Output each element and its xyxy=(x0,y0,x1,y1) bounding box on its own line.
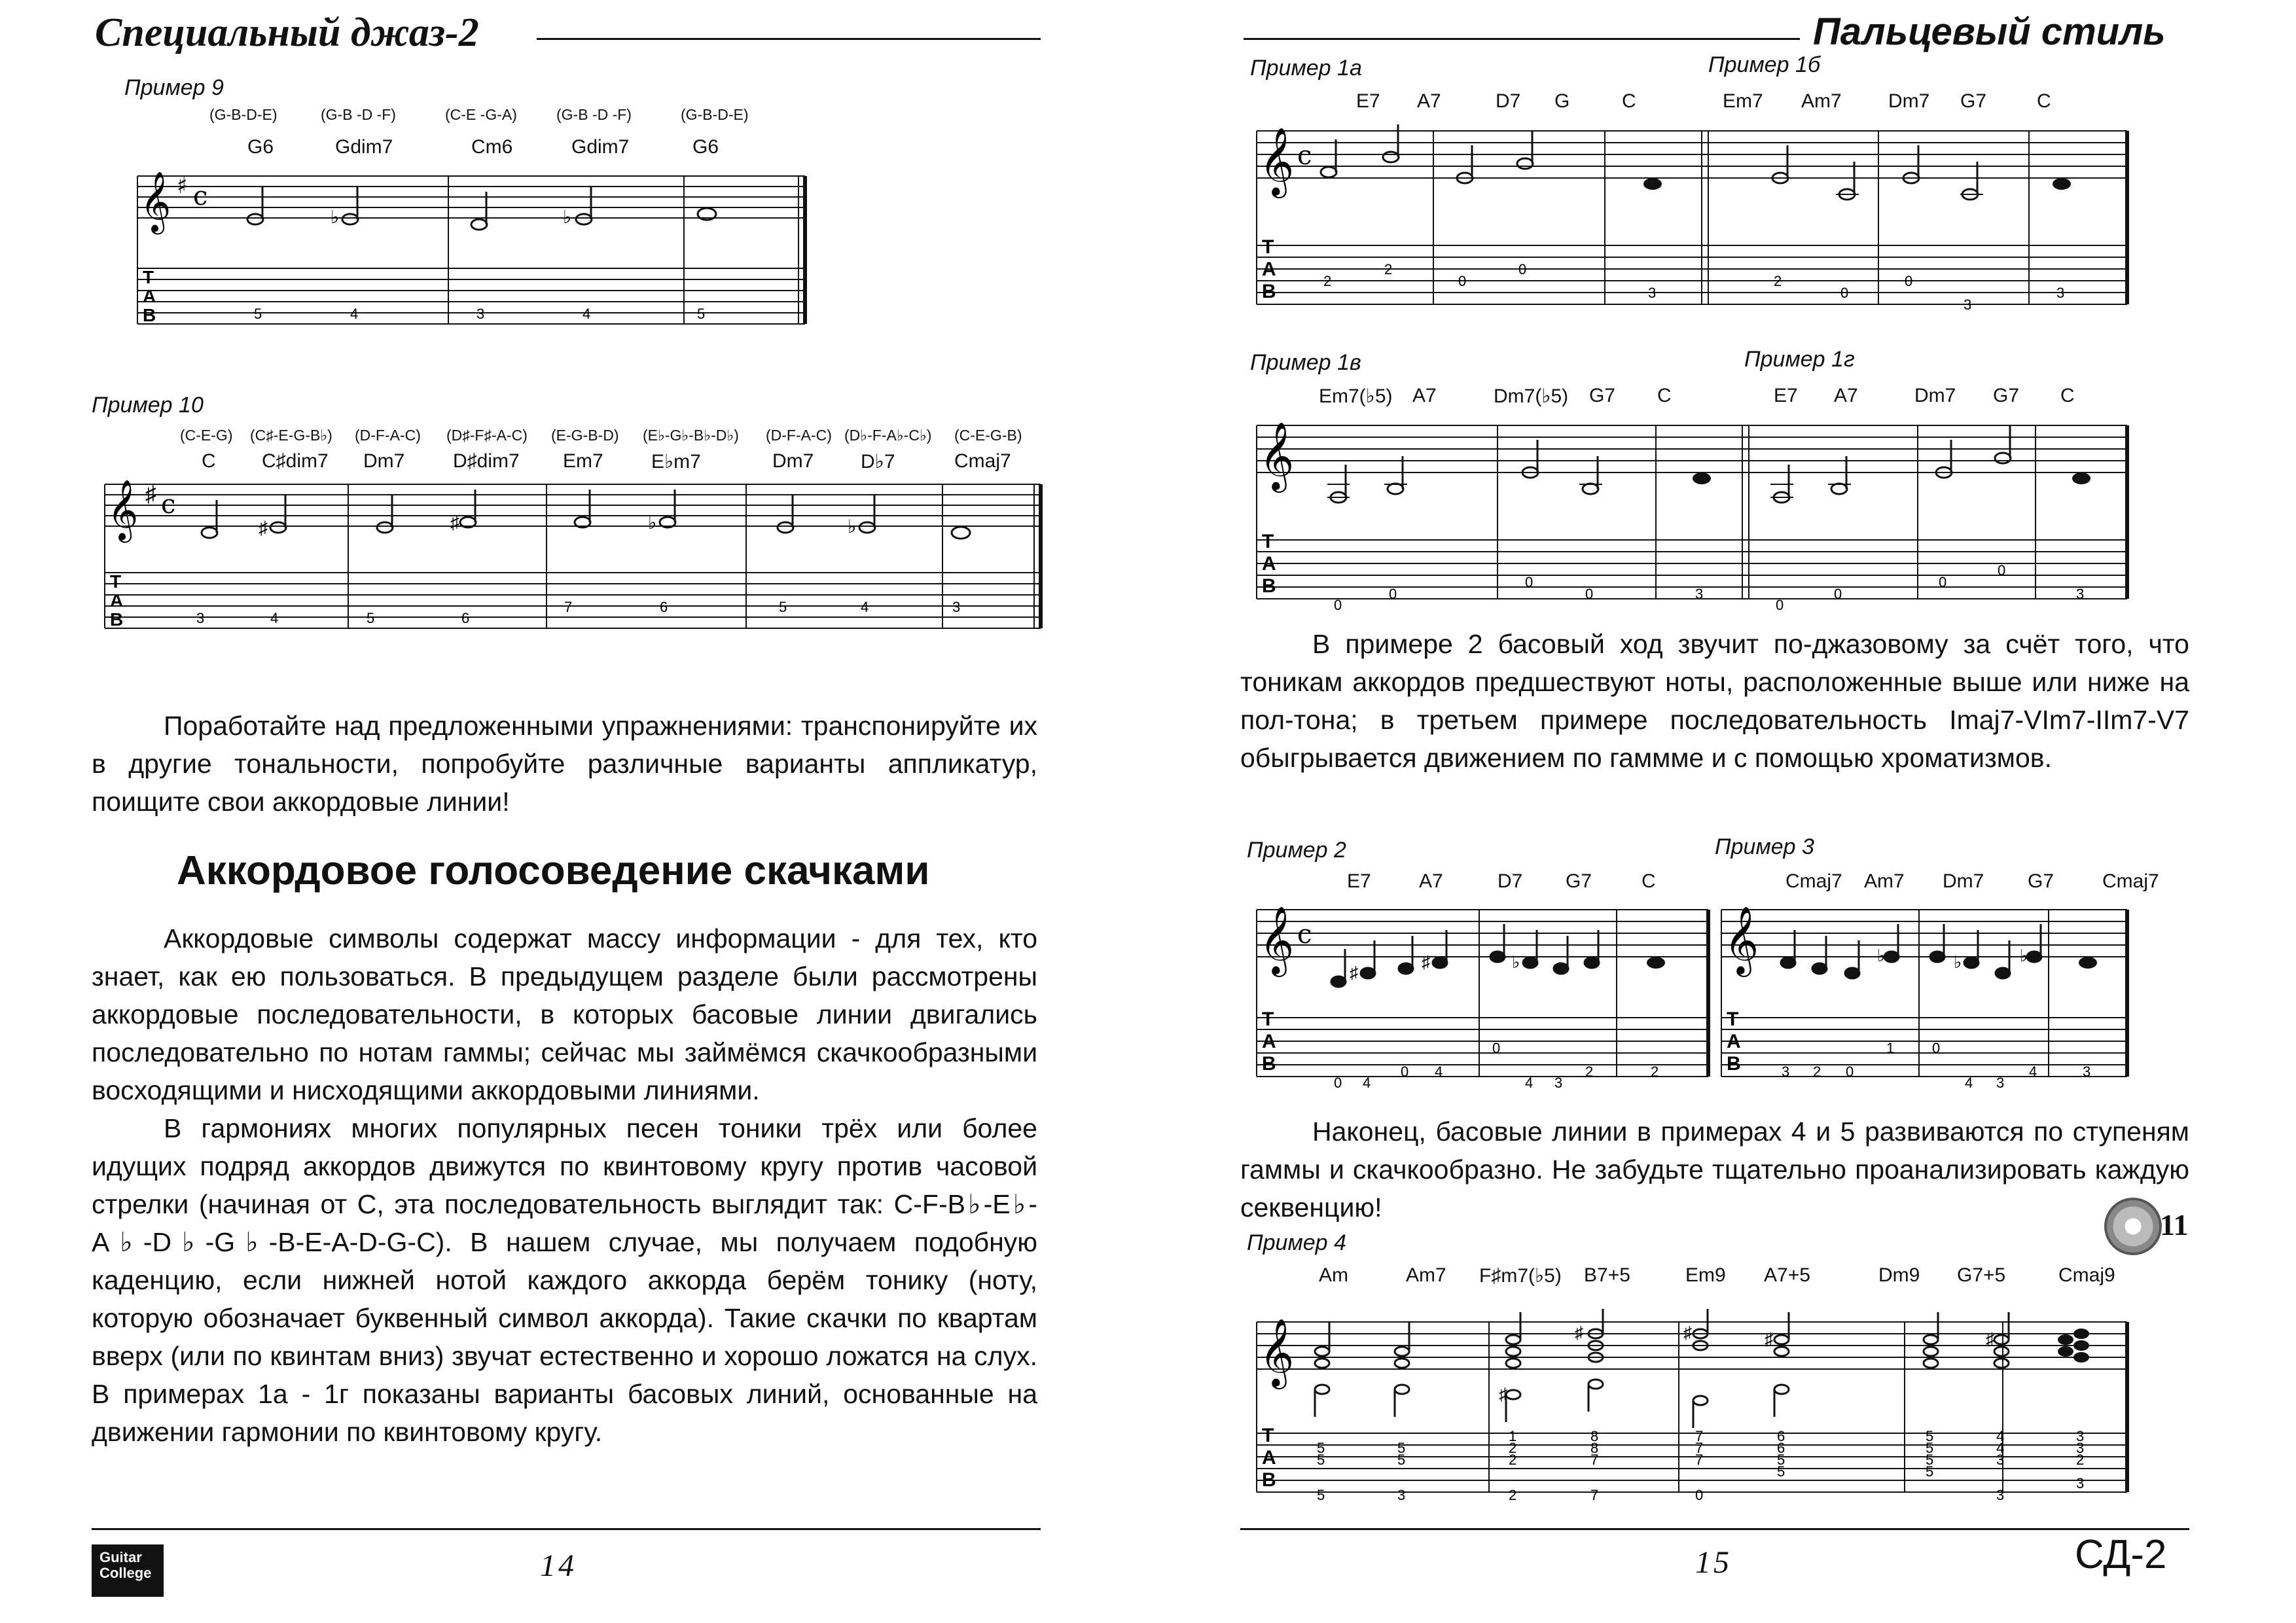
ex1g-chord: G7 xyxy=(1993,385,2020,406)
ex2-chord: C xyxy=(1641,870,1656,892)
svg-text:0: 0 xyxy=(1932,1040,1941,1056)
ex9-tab: 4 xyxy=(583,306,591,322)
ex10-spelling: (D♭-F-A♭-C♭) xyxy=(844,427,932,444)
svg-text:0: 0 xyxy=(1846,1063,1854,1080)
svg-text:3: 3 xyxy=(1996,1452,2005,1468)
ex9-chord: Gdim7 xyxy=(571,136,630,158)
ex1b-tab: 3 xyxy=(1964,296,1972,313)
ex4-chord: A7+5 xyxy=(1764,1264,1810,1286)
ex1g-chord: A7 xyxy=(1834,385,1858,406)
ex3-chord: Cmaj7 xyxy=(1785,870,1842,892)
svg-text:T: T xyxy=(1262,1008,1274,1030)
svg-text:0: 0 xyxy=(1492,1040,1501,1056)
svg-text:♯: ♯ xyxy=(1350,963,1358,982)
ex9-spelling: (G-B-D-E) xyxy=(209,106,278,123)
svg-text:3: 3 xyxy=(2083,1063,2091,1080)
ex1b-chord: Dm7 xyxy=(1888,90,1930,112)
ex1a-tab: 3 xyxy=(1648,285,1657,301)
ex4-chord: Cmaj9 xyxy=(2058,1264,2115,1286)
ex10-spelling: (D-F-A-C) xyxy=(766,427,832,444)
ex9-tab: 3 xyxy=(476,306,485,322)
svg-text:5: 5 xyxy=(1317,1487,1325,1503)
svg-text:♭: ♭ xyxy=(331,207,340,227)
ex1a-tab: 2 xyxy=(1323,273,1332,289)
svg-text:B: B xyxy=(110,609,124,630)
ex9-spelling: (G-B-D-E) xyxy=(681,106,749,123)
svg-text:B: B xyxy=(143,305,156,325)
header-rule-right xyxy=(1244,38,1800,40)
svg-text:♯: ♯ xyxy=(450,512,459,533)
example-9-notation xyxy=(131,167,812,337)
svg-text:T: T xyxy=(1262,1425,1274,1446)
left-page-title: Специальный джаз-2 xyxy=(95,10,479,55)
ex4-chord: Am7 xyxy=(1406,1264,1446,1286)
svg-text:A: A xyxy=(1262,259,1276,280)
example-1-vg-notation xyxy=(1250,416,2134,612)
ex1b-tab: 3 xyxy=(2056,285,2065,301)
ex9-chord: Cm6 xyxy=(471,136,513,158)
ex10-chord: Cmaj7 xyxy=(954,450,1011,472)
svg-text:7: 7 xyxy=(1590,1452,1599,1468)
ex9-spelling: (G-B -D -F) xyxy=(556,106,632,123)
svg-text:A: A xyxy=(1262,553,1276,575)
left-body-text xyxy=(92,919,1037,1451)
svg-text:3: 3 xyxy=(2076,1428,2085,1444)
ex9-spelling: (G-B -D -F) xyxy=(321,106,396,123)
svg-text:3: 3 xyxy=(1996,1487,2005,1503)
svg-text:2: 2 xyxy=(1651,1063,1659,1080)
example-10-title: Пример 10 xyxy=(92,393,204,418)
svg-text:A: A xyxy=(143,286,156,306)
svg-text:♯: ♯ xyxy=(1986,1329,1994,1349)
ex10-chord: Dm7 xyxy=(363,450,405,472)
ex10-spelling: (E-G-B-D) xyxy=(551,427,619,444)
svg-text:3: 3 xyxy=(2076,1475,2085,1491)
example-1-ab-notation xyxy=(1250,121,2134,317)
ex10-tab: 7 xyxy=(564,599,573,615)
svg-text:4: 4 xyxy=(1996,1428,2005,1444)
svg-text:4: 4 xyxy=(1363,1075,1371,1091)
guitar-college-logo: Guitar College xyxy=(92,1544,164,1597)
svg-text:♯: ♯ xyxy=(1683,1323,1692,1342)
svg-text:♯: ♯ xyxy=(145,482,156,507)
ex1b-chord: Em7 xyxy=(1723,90,1763,112)
ex9-spelling: (C-E -G-A) xyxy=(445,106,517,123)
ex10-chord: C xyxy=(202,450,216,472)
svg-text:A: A xyxy=(1262,1031,1276,1052)
ex4-chord: Dm9 xyxy=(1878,1264,1920,1286)
ex10-spelling: (C-E-G-B) xyxy=(954,427,1022,444)
example-3-notation xyxy=(1715,900,2134,1096)
ex1v-tab: 0 xyxy=(1389,586,1397,602)
ex10-chord: Em7 xyxy=(563,450,603,472)
example-1g-title: Пример 1г xyxy=(1744,347,1855,372)
ex4-chord: Am xyxy=(1319,1264,1348,1286)
svg-text:B: B xyxy=(1262,1053,1276,1075)
svg-text:6: 6 xyxy=(1777,1428,1785,1444)
ex10-chord: E♭m7 xyxy=(651,451,701,473)
ex4-chord: B7+5 xyxy=(1584,1264,1630,1286)
svg-text:5: 5 xyxy=(1397,1440,1406,1456)
ex1g-tab: 0 xyxy=(1776,597,1784,612)
svg-text:1: 1 xyxy=(1509,1428,1517,1444)
ex2-chord: D7 xyxy=(1498,870,1523,892)
svg-text:4: 4 xyxy=(1525,1075,1534,1091)
svg-text:♯: ♯ xyxy=(1575,1323,1583,1342)
svg-text:3: 3 xyxy=(1554,1075,1563,1091)
ex2-chord: E7 xyxy=(1347,870,1371,892)
svg-text:B: B xyxy=(1262,1469,1276,1491)
svg-text:0: 0 xyxy=(1334,1075,1342,1091)
right-paragraph-1: В примере 2 басовый ход звучит по-джазовому за счёт того, что тоникам аккордов предшествуют ноты, расположенные выше или ниже на пол-тона; в третьем примере последовательность Imaj7-VIm7-IIm7-V7 обыгрывается движением по гаммме и с помощью хроматизмов. xyxy=(1240,629,2189,773)
ex4-chord: F♯m7(♭5) xyxy=(1479,1265,1562,1287)
section-heading: Аккордовое голосоведение скачками xyxy=(177,848,930,893)
svg-text:♭: ♭ xyxy=(2020,946,2028,965)
svg-text:𝄞: 𝄞 xyxy=(1259,127,1295,196)
svg-text:3: 3 xyxy=(1397,1487,1406,1503)
svg-text:3: 3 xyxy=(2076,1440,2085,1456)
ex10-spelling: (D-F-A-C) xyxy=(355,427,421,444)
ex10-chord: D♯dim7 xyxy=(453,450,520,472)
ex1v-tab: 0 xyxy=(1525,574,1534,590)
cd-track-number: 11 xyxy=(2160,1208,2189,1241)
svg-text:♭: ♭ xyxy=(648,512,657,533)
ex1a-chord: A7 xyxy=(1417,90,1441,112)
ex1v-tab: 0 xyxy=(1585,586,1594,602)
header-rule-left xyxy=(537,38,1041,40)
svg-text:5: 5 xyxy=(1777,1452,1785,1468)
svg-text:B: B xyxy=(1262,281,1276,302)
svg-text:5: 5 xyxy=(1397,1452,1406,1468)
svg-text:5: 5 xyxy=(1926,1463,1934,1480)
svg-text:4: 4 xyxy=(1435,1063,1443,1080)
book-code: СД-2 xyxy=(2075,1532,2167,1577)
svg-text:4: 4 xyxy=(2029,1063,2037,1080)
svg-text:♭: ♭ xyxy=(848,516,857,537)
left-paragraph-1: Аккордовые символы содержат массу информации - для тех, кто знает, как ею пользоваться. В предыдущем разделе были рассмотрены аккордовые последовательности, в которых басовые линии двигались последовательно по нотам гаммы; сейчас мы займёмся скачкообразными восходящими и нисходящими аккордовыми линиями. xyxy=(92,923,1037,1105)
svg-text:2: 2 xyxy=(1509,1487,1517,1503)
svg-text:T: T xyxy=(1262,531,1274,552)
svg-text:♯: ♯ xyxy=(1765,1329,1773,1349)
ex3-chord: Cmaj7 xyxy=(2102,870,2159,892)
ex1b-tab: 2 xyxy=(1774,273,1782,289)
cd-icon xyxy=(2104,1198,2162,1255)
ex1a-tab: 2 xyxy=(1384,261,1393,277)
example-2-notation xyxy=(1250,900,1715,1096)
footer-rule-right xyxy=(1240,1528,2189,1530)
ex10-chord: D♭7 xyxy=(861,451,895,473)
svg-text:𝄞: 𝄞 xyxy=(1724,906,1759,974)
footer-rule-left xyxy=(92,1528,1041,1530)
ex1g-tab: 3 xyxy=(2076,586,2085,602)
svg-text:T: T xyxy=(1262,236,1274,258)
svg-text:7: 7 xyxy=(1695,1440,1704,1456)
example-1a-title: Пример 1а xyxy=(1250,56,1362,80)
svg-text:6: 6 xyxy=(1777,1440,1785,1456)
ex10-chord: C♯dim7 xyxy=(262,450,329,472)
svg-text:5: 5 xyxy=(1317,1452,1325,1468)
svg-text:7: 7 xyxy=(1590,1487,1599,1503)
svg-text:0: 0 xyxy=(1401,1063,1409,1080)
svg-text:3: 3 xyxy=(1996,1075,2005,1091)
svg-text:3: 3 xyxy=(1782,1063,1790,1080)
svg-text:𝄞: 𝄞 xyxy=(107,479,139,540)
svg-text:♯: ♯ xyxy=(177,173,188,199)
ex9-tab: 5 xyxy=(697,306,706,322)
ex1g-chord: E7 xyxy=(1774,385,1798,406)
ex1v-tab: 3 xyxy=(1695,586,1704,602)
ex1v-chord: Em7(♭5) xyxy=(1319,385,1393,407)
left-intro-paragraph: Поработайте над предложенными упражнениями: транспонируйте их в другие тональности, попробуйте различные варианты аппликатур, поищите свои аккордовые линии! xyxy=(92,711,1037,817)
svg-text:𝄞: 𝄞 xyxy=(1259,1318,1295,1387)
svg-text:c: c xyxy=(161,490,176,520)
ex1a-tab: 0 xyxy=(1458,273,1467,289)
svg-text:2: 2 xyxy=(1509,1452,1517,1468)
svg-text:T: T xyxy=(143,267,154,287)
svg-text:4: 4 xyxy=(1965,1075,1973,1091)
svg-text:4: 4 xyxy=(1996,1440,2005,1456)
svg-text:A: A xyxy=(1727,1031,1741,1052)
example-1v-title: Пример 1в xyxy=(1250,350,1361,375)
svg-text:♯: ♯ xyxy=(1422,952,1430,972)
ex10-tab: 3 xyxy=(952,599,961,615)
ex1g-tab: 0 xyxy=(1834,586,1842,602)
ex3-chord: G7 xyxy=(2028,870,2054,892)
svg-text:T: T xyxy=(110,571,122,592)
svg-text:c: c xyxy=(1297,141,1312,171)
svg-text:5: 5 xyxy=(1926,1440,1934,1456)
ex9-tab: 4 xyxy=(350,306,359,322)
ex1a-chord: D7 xyxy=(1496,90,1521,112)
ex1a-chord: C xyxy=(1622,90,1636,112)
svg-text:1: 1 xyxy=(1886,1040,1895,1056)
ex9-chord: Gdim7 xyxy=(335,136,393,158)
ex1v-chord: Dm7(♭5) xyxy=(1494,385,1569,407)
ex1a-tab: 0 xyxy=(1518,261,1527,277)
ex1b-chord: G7 xyxy=(1960,90,1987,112)
ex2-chord: A7 xyxy=(1419,870,1443,892)
svg-text:𝄞: 𝄞 xyxy=(1259,421,1295,490)
svg-text:♭: ♭ xyxy=(1954,952,1962,972)
ex1g-chord: Dm7 xyxy=(1914,385,1956,406)
ex1g-chord: C xyxy=(2060,385,2075,406)
ex1v-tab: 0 xyxy=(1334,597,1342,612)
svg-text:B: B xyxy=(1727,1053,1741,1075)
left-page-number: 14 xyxy=(540,1548,577,1583)
svg-text:0: 0 xyxy=(1695,1487,1704,1503)
svg-text:B: B xyxy=(1262,575,1276,597)
svg-text:2: 2 xyxy=(1813,1063,1821,1080)
svg-text:♭: ♭ xyxy=(1512,952,1520,972)
svg-text:♭: ♭ xyxy=(563,207,572,227)
svg-text:5: 5 xyxy=(1926,1452,1934,1468)
svg-text:A: A xyxy=(110,590,124,611)
example-10-notation xyxy=(98,478,1047,641)
ex1g-tab: 0 xyxy=(1939,574,1947,590)
svg-text:c: c xyxy=(1297,919,1312,950)
right-page-title: Пальцевый стиль xyxy=(1813,10,2166,53)
svg-text:2: 2 xyxy=(1585,1063,1594,1080)
svg-text:𝄞: 𝄞 xyxy=(1259,906,1295,974)
right-paragraph-2: Наконец, басовые линии в примерах 4 и 5 развиваются по ступеням гаммы и скачкообразно. Не забудьте тщательно проанализировать каждую секвенцию! xyxy=(1240,1116,2189,1222)
example-1b-title: Пример 1б xyxy=(1708,52,1821,77)
ex10-tab: 6 xyxy=(461,610,470,626)
ex1v-chord: G7 xyxy=(1589,385,1616,406)
ex9-tab: 5 xyxy=(254,306,262,322)
svg-text:♭: ♭ xyxy=(1877,946,1886,965)
ex9-chord: G6 xyxy=(692,136,719,158)
svg-text:c: c xyxy=(193,181,208,211)
right-page-number: 15 xyxy=(1695,1545,1732,1580)
ex1a-chord: G xyxy=(1554,90,1570,112)
example-3-title: Пример 3 xyxy=(1715,834,1814,859)
ex10-tab: 4 xyxy=(861,599,869,615)
ex1a-chord: E7 xyxy=(1356,90,1380,112)
ex4-chord: Em9 xyxy=(1685,1264,1726,1286)
svg-text:5: 5 xyxy=(1777,1463,1785,1480)
ex10-spelling: (C♯-E-G-B♭) xyxy=(250,427,332,444)
ex1b-chord: C xyxy=(2037,90,2051,112)
svg-text:A: A xyxy=(1262,1447,1276,1469)
ex10-spelling: (C-E-G) xyxy=(180,427,233,444)
svg-text:5: 5 xyxy=(1317,1440,1325,1456)
ex1v-chord: A7 xyxy=(1412,385,1437,406)
svg-text:T: T xyxy=(1727,1008,1739,1030)
ex3-chord: Dm7 xyxy=(1943,870,1984,892)
svg-text:8: 8 xyxy=(1590,1440,1599,1456)
svg-text:7: 7 xyxy=(1695,1428,1704,1444)
ex10-tab: 4 xyxy=(270,610,279,626)
svg-text:2: 2 xyxy=(2076,1452,2085,1468)
ex1v-chord: C xyxy=(1657,385,1672,406)
svg-text:7: 7 xyxy=(1695,1452,1704,1468)
example-4-notation xyxy=(1250,1306,2134,1515)
svg-text:𝄞: 𝄞 xyxy=(140,171,171,232)
example-4-title: Пример 4 xyxy=(1247,1230,1346,1255)
ex10-tab: 5 xyxy=(367,610,375,626)
ex10-chord: Dm7 xyxy=(772,450,814,472)
ex3-chord: Am7 xyxy=(1864,870,1905,892)
ex1b-chord: Am7 xyxy=(1801,90,1842,112)
svg-text:5: 5 xyxy=(1926,1428,1934,1444)
ex10-tab: 3 xyxy=(196,610,205,626)
ex10-tab: 5 xyxy=(779,599,787,615)
ex2-chord: G7 xyxy=(1566,870,1592,892)
ex1b-tab: 0 xyxy=(1840,285,1849,301)
svg-text:♯: ♯ xyxy=(259,518,268,538)
example-9-title: Пример 9 xyxy=(124,75,224,100)
example-2-title: Пример 2 xyxy=(1247,838,1346,863)
ex9-chord: G6 xyxy=(247,136,274,158)
ex10-spelling: (E♭-G♭-B♭-D♭) xyxy=(643,427,739,444)
left-paragraph-2: В гармониях многих популярных песен тоники трёх или более идущих подряд аккордов движутся по квинтовому кругу против часовой стрелки (начиная от С, эта последовательность выглядит так: C-F-B♭-E♭-A♭-D♭-G♭-B-E-A-D-G-C). В нашем случае, мы получаем подобную каденцию, если нижней нотой каждого аккорда берём тонику (ноту, которую обозначает буквенный символ аккорда). Такие скачки по квартам вверх (или по квинтам вниз) звучат естественно и хорошо ложатся на слух. В примерах 1а - 1г показаны варианты басовых линий, основанные на движении гармонии по квинтовому кругу. xyxy=(92,1113,1037,1447)
svg-text:2: 2 xyxy=(1509,1440,1517,1456)
ex1g-tab: 0 xyxy=(1998,562,2006,579)
svg-text:♯: ♯ xyxy=(1499,1384,1507,1404)
ex4-chord: G7+5 xyxy=(1957,1264,2006,1286)
ex10-tab: 6 xyxy=(660,599,668,615)
ex1b-tab: 0 xyxy=(1905,273,1913,289)
svg-text:8: 8 xyxy=(1590,1428,1599,1444)
ex10-spelling: (D♯-F♯-A-C) xyxy=(446,427,528,444)
